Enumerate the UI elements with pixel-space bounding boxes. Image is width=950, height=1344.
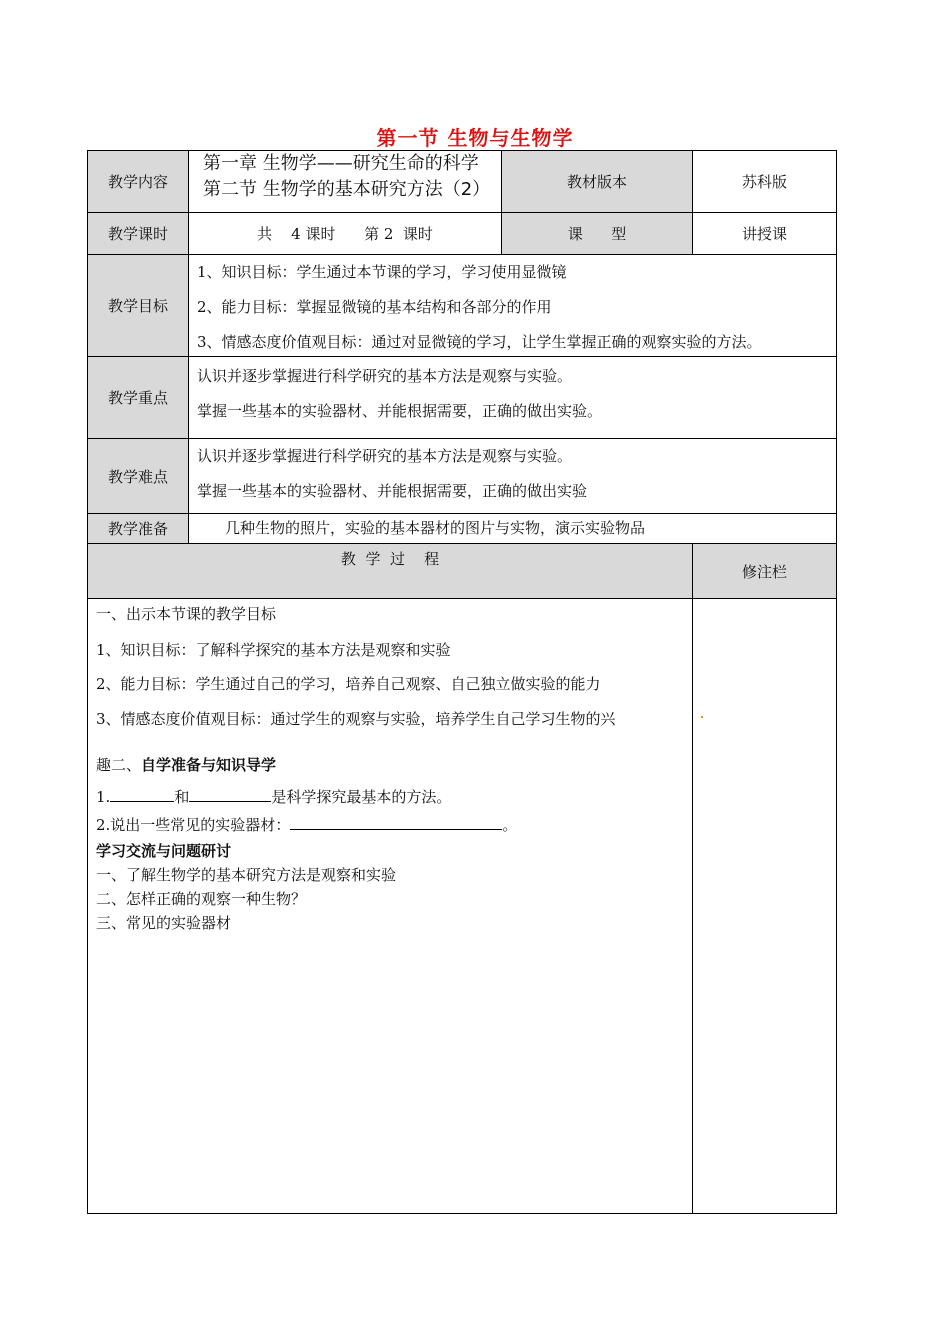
- process-line: 2、能力目标：学生通过自己的学习，培养自己观察、自己独立做实验的能力: [96, 675, 601, 693]
- process-header: [87, 543, 693, 599]
- process-line: 1、知识目标：了解科学探究的基本方法是观察和实验: [96, 641, 451, 659]
- process-header-text: 教 学 过 程: [340, 550, 440, 568]
- chapter-line: 第一章 生物学——研究生命的科学: [203, 153, 479, 174]
- answer-blank[interactable]: [189, 787, 271, 802]
- goal-item: 3、情感态度价值观目标：通过对显微镜的学习，让学生掌握正确的观察实验的方法。: [197, 333, 762, 351]
- goals-label: 教学目标: [87, 254, 189, 357]
- difficulties-list: [188, 438, 837, 514]
- section-line: 第二节 生物学的基本研究方法（2）: [203, 179, 491, 200]
- stray-mark: [701, 716, 703, 718]
- process-line: 一、出示本节课的教学目标: [96, 605, 277, 623]
- difficulty-item: 掌握一些基本的实验器材、并能根据需要，正确的做出实验: [197, 482, 588, 500]
- question-1: [96, 786, 684, 814]
- edition-value: 苏科版: [692, 150, 837, 213]
- difficulty-item: 认识并逐步掌握进行科学研究的基本方法是观察与实验。: [197, 447, 573, 465]
- question-connector: 和: [174, 788, 190, 806]
- answer-blank[interactable]: [110, 787, 174, 802]
- question-text: 是科学探究最基本的方法。: [271, 788, 452, 806]
- section-heading: [96, 754, 684, 786]
- section-prefix: 趣二、: [96, 756, 142, 774]
- notes-header: [692, 543, 837, 599]
- answer-blank[interactable]: [290, 815, 502, 830]
- question-end: 。: [502, 816, 518, 834]
- notes-header-text: 修注栏: [741, 563, 787, 581]
- section-title: 自学准备与知识导学: [141, 756, 277, 774]
- section-title: 学习交流与问题研讨: [96, 842, 232, 860]
- discussion-item: 三、常见的实验器材: [96, 914, 232, 932]
- goals-list: [188, 254, 837, 357]
- notes-column: [692, 598, 837, 1214]
- hours-value: 共 4 课时 第 2 课时: [188, 212, 502, 255]
- preparation-label: 教学准备: [87, 513, 189, 544]
- key-points-label: 教学重点: [87, 356, 189, 439]
- content-label: 教学内容: [87, 150, 189, 213]
- preparation-value: 几种生物的照片，实验的基本器材的图片与实物，演示实验物品: [188, 513, 837, 544]
- process-body: [87, 598, 693, 1214]
- key-point-item: 认识并逐步掌握进行科学研究的基本方法是观察与实验。: [197, 367, 573, 385]
- key-point-item: 掌握一些基本的实验器材、并能根据需要，正确的做出实验。: [197, 402, 603, 420]
- key-points-list: [188, 356, 837, 439]
- question-number: 1.: [96, 788, 111, 806]
- page-title: 第一节 生物与生物学: [376, 126, 574, 150]
- process-line: 3、情感态度价值观目标：通过学生的观察与实验，培养学生自己学习生物的兴: [96, 710, 616, 728]
- discussion-item: 一、了解生物学的基本研究方法是观察和实验: [96, 866, 397, 884]
- discussion-item: 二、怎样正确的观察一种生物？: [96, 890, 307, 908]
- question-text: 2.说出一些常见的实验器材：: [96, 816, 291, 834]
- content-value: [188, 150, 502, 213]
- question-2: [96, 814, 684, 840]
- type-value: 讲授课: [692, 212, 837, 255]
- goal-item: 2、能力目标：掌握显微镜的基本结构和各部分的作用: [197, 298, 552, 316]
- goal-item: 1、知识目标：学生通过本节课的学习，学习使用显微镜: [197, 263, 567, 281]
- hours-label: 教学课时: [87, 212, 189, 255]
- type-label: 课 型: [501, 212, 693, 255]
- edition-label: 教材版本: [501, 150, 693, 213]
- difficulties-label: 教学难点: [87, 438, 189, 514]
